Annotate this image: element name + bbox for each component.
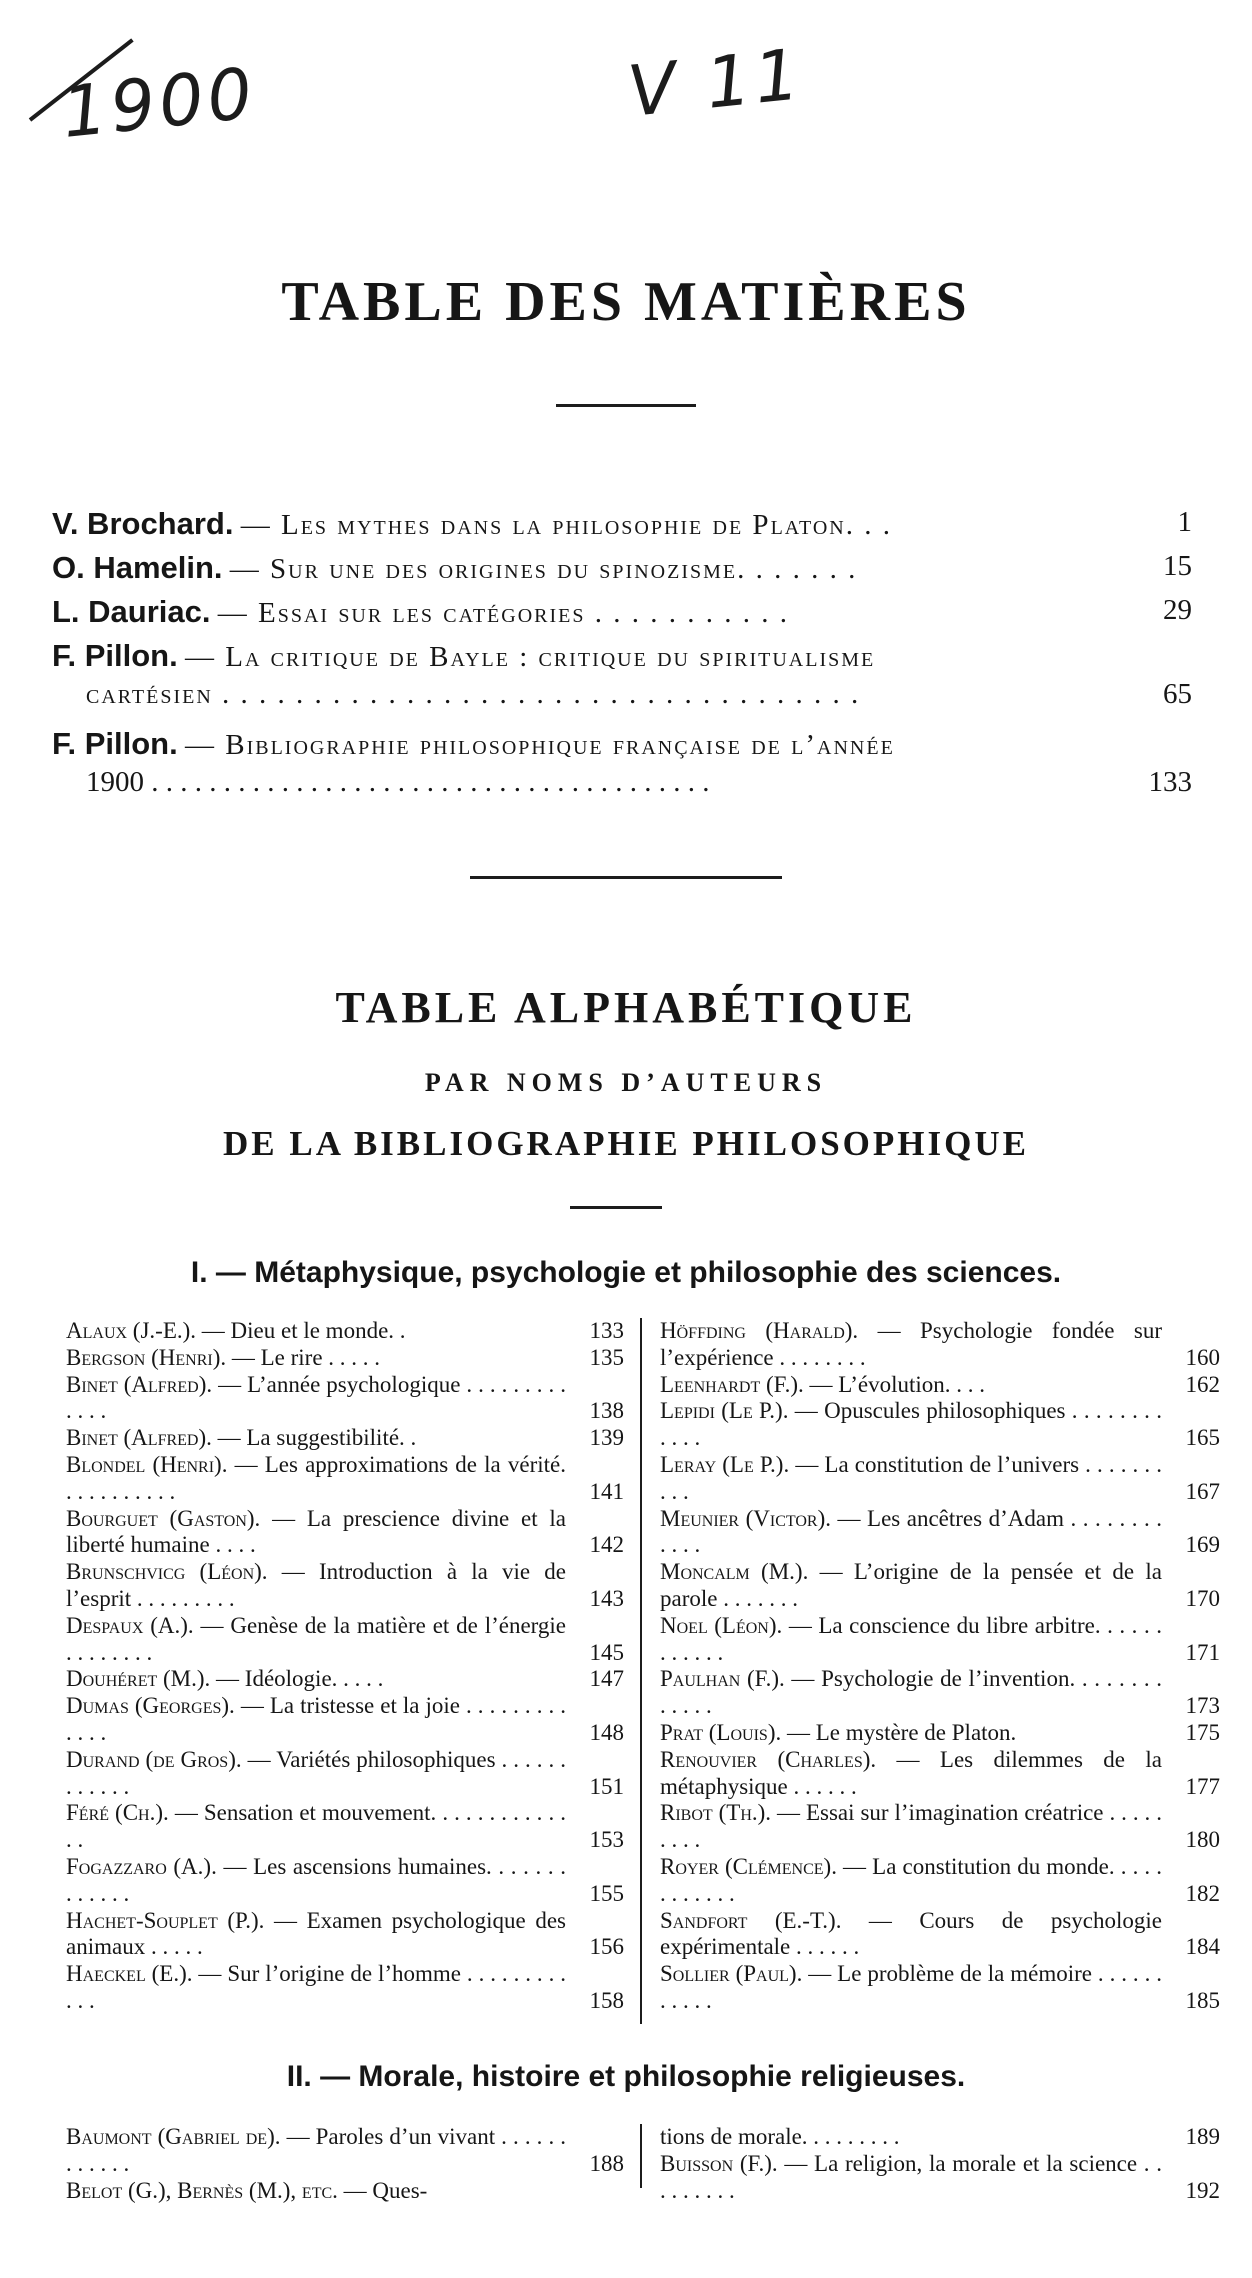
index-author: Baumont (Gabriel de). [66,2124,281,2149]
index-title: — Le rire . . . . . [231,1344,381,1370]
index-page: 151 [589,1773,624,1799]
handwritten-year: 1900 [58,52,260,154]
toc-page: 29 [1163,594,1192,626]
index-author: Moncalm (M.). [660,1559,809,1585]
index-page: 160 [1185,1344,1220,1370]
index-entry [660,1908,1220,1962]
alpha-title: TABLE ALPHABÉTIQUE [335,983,917,1032]
toc-entry-title: — La critique de Bayle : critique du spiritualisme [184,641,876,673]
index-page: 165 [1185,1425,1220,1451]
toc-entry [52,726,1192,766]
index-page: 189 [1185,2124,1220,2149]
index-entry [66,1854,624,1908]
index-page: 185 [1185,1987,1220,2013]
index-author: Belot (G.), Bernès (M.), etc. [66,2177,338,2203]
index-entry [660,2124,1220,2151]
index-entry [66,1452,624,1506]
handwritten-volume: V 11 [624,33,808,133]
index-title: — La conscience du libre arbitre. . . . . . . . . . . . [660,1612,1163,1665]
index-page: 139 [589,1425,624,1451]
index-title: — L’année psychologique . . . . . . . . . . . . . [66,1371,567,1424]
index-author: Dumas (Georges). [66,1693,235,1719]
toc-entry-title: — Bibliographie philosophique française de l’année [184,729,895,761]
index-entry [66,2124,624,2178]
index-title: — Examen psychologique des animaux . . . . . [66,1907,566,1960]
index-title: — Les ancêtres d’Adam . . . . . . . . . . . . [660,1505,1163,1558]
index-page: 156 [589,1934,624,1960]
index-entry [66,1666,624,1693]
toc-entry [52,550,1192,590]
index-title: — Cours de psychologie expérimentale . . . . . . [660,1907,1163,1960]
toc-title: TABLE DES MATIÈRES [281,271,971,333]
index-title: — Idéologie. . . . . [216,1666,384,1692]
index-author: Féré (Ch.). [66,1800,169,1826]
index-title: — Introduction à la vie de l’esprit . . . . . . . . . [66,1559,567,1611]
column-divider [640,2124,642,2188]
index-title: — Les ascensions humaines. . . . . . . . . . . . . [66,1853,567,1906]
index-author: Fogazzaro (A.). [66,1853,217,1879]
index-page: 192 [1185,2177,1220,2203]
index-entry [66,1747,624,1801]
index-title: — Dieu et le monde. . [201,1318,406,1343]
index-entry [660,1747,1220,1801]
index-author: Douhéret (M.). [66,1666,211,1692]
alpha-subtitle: PAR NOMS D’AUTEURS [424,1068,828,1097]
index-page: 162 [1185,1371,1220,1397]
index-title: tions de morale. . . . . . . . . [660,2124,900,2149]
toc-entry-title: — Les mythes dans la philosophie de Platon. . . [240,509,892,541]
index-title: — Les dilemmes de la métaphysique . . . . . . [660,1746,1162,1799]
index-page: 169 [1185,1532,1220,1558]
index-entry [660,1452,1220,1506]
index-entry [66,1372,624,1426]
index-column-right [660,2124,1220,2204]
index-author: Bourguet (Gaston). [66,1505,261,1531]
index-title: — Psychologie fondée sur l’expérience . . . . . . . . [660,1318,1162,1370]
index-title: — Psychologie de l’invention. . . . . . . . . . . . . [660,1666,1163,1719]
index-entry [660,1372,1220,1399]
index-column-left [66,1318,624,2015]
index-author: Paulhan (F.). [660,1666,785,1692]
toc-entry [52,506,1192,546]
divider [570,1206,662,1209]
index-author: Lepidi (Le P.). [660,1398,789,1424]
toc-entry-title: 1900 . . . . . . . . . . . . . . . . . . . . . . . . . . . . . . . . . . . . . . . [86,766,710,798]
index-author: Bergson (Henri). [66,1344,227,1370]
index-entry [66,1908,624,1962]
index-title: — Le mystère de Platon. [786,1719,1017,1745]
index-title: — Les approximations de la vérité. . . . . . . . . . . [66,1451,566,1504]
index-title: — Le problème de la mémoire . . . . . . . . . . . [660,1961,1162,2013]
toc-page: 65 [1163,678,1192,710]
index-title: — La suggestibilité. . [217,1425,417,1451]
index-author: Meunier (Victor). [660,1505,832,1531]
index-author: Buisson (F.). [660,2150,778,2176]
index-page: 188 [589,2150,624,2176]
toc-author: F. Pillon. [52,638,178,673]
index-author: Haeckel (E.). [66,1961,193,1987]
index-title: — La constitution de l’univers . . . . . . . . . . [660,1451,1162,1504]
toc-entry [52,594,1192,634]
index-title: — L’évolution. . . . [809,1371,986,1397]
index-entry [660,1613,1220,1667]
index-entry [660,1398,1220,1452]
index-page: 141 [589,1478,624,1504]
index-entry [660,1506,1220,1560]
index-title: — La constitution du monde. . . . . . . . . . . . [660,1853,1163,1906]
index-column-left [66,2124,624,2204]
index-author: Ribot (Th.). [660,1800,772,1826]
index-page: 143 [589,1585,624,1611]
index-page: 133 [589,1318,624,1343]
index-page: 173 [1185,1693,1220,1719]
toc-entry-title: — Sur une des origines du spinozisme. . . . . . . [229,553,858,585]
index-entry [660,1720,1220,1747]
index-page: 170 [1185,1585,1220,1611]
index-page: 182 [1185,1880,1220,1906]
index-title: — Paroles d’un vivant . . . . . . . . . . . . [66,2124,567,2176]
index-page: 177 [1185,1773,1220,1799]
index-entry [660,1559,1220,1613]
index-author: Royer (Clémence). [660,1853,837,1879]
index-title: — L’origine de la pensée et de la parole . . . . . . . [660,1559,1162,1611]
index-author: Brunschvicg (Léon). [66,1559,268,1585]
index-entry [66,1961,624,2015]
index-title: — Sur l’origine de l’homme . . . . . . . . . . . . [66,1961,566,2013]
toc-entry-title: — Essai sur les catégories . . . . . . . . . . . [217,597,790,629]
index-author: Alaux (J.-E.). [66,1318,197,1343]
index-title: — Opuscules philosophiques . . . . . . . . . . . . [660,1398,1162,1451]
index-entry [66,1559,624,1613]
index-author: Sollier (Paul). [660,1961,803,1987]
index-title: — Variétés philosophiques . . . . . . . . . . . . [66,1746,566,1799]
index-page: 135 [589,1344,624,1370]
index-entry [66,1693,624,1747]
index-author: Sandfort (E.-T.). [660,1907,842,1933]
index-entry [66,1613,624,1667]
index-entry [660,1854,1220,1908]
index-title: — Sensation et mouvement. . . . . . . . . . . . . . [66,1800,566,1853]
toc-page: 1 [1177,506,1192,538]
index-entry [660,1961,1220,2015]
index-entry [66,1425,624,1452]
index-author: Höffding (Harald). [660,1318,859,1343]
index-page: 175 [1185,1719,1220,1745]
index-page: 158 [589,1987,624,2013]
alpha-subtitle-2: DE LA BIBLIOGRAPHIE PHILOSOPHIQUE [223,1124,1029,1163]
index-page: 155 [589,1880,624,1906]
toc-entry [52,638,1192,678]
index-entry [66,1800,624,1854]
index-page: 153 [589,1827,624,1853]
section-heading: I. — Métaphysique, psychologie et philosophie des sciences. [190,1256,1062,1289]
divider [470,876,782,879]
index-column-right [660,1318,1220,2015]
index-title: — Ques- [343,2177,428,2203]
index-page: 184 [1185,1934,1220,1960]
index-author: Hachet-Souplet (P.). [66,1907,265,1933]
index-author: Durand (de Gros). [66,1746,242,1772]
index-entry [66,1318,624,1345]
index-author: Prat (Louis). [660,1719,782,1745]
index-author: Leray (Le P.). [660,1451,790,1477]
index-author: Despaux (A.). [66,1612,194,1638]
divider [556,404,696,407]
index-page: 147 [589,1666,624,1692]
index-entry [660,1318,1220,1372]
index-author: Blondel (Henri). [66,1451,228,1477]
section-heading: II. — Morale, histoire et philosophie religieuses. [286,2060,966,2093]
toc-entry-continuation [86,766,1192,806]
index-entry [660,2151,1220,2205]
toc-author: V. Brochard. [52,506,234,541]
index-title: — Essai sur l’imagination créatrice . . . . . . . . . [660,1800,1163,1853]
index-title: — La tristesse et la joie . . . . . . . . . . . . . [66,1693,567,1745]
index-title: — La prescience divine et la liberté humaine . . . . [66,1505,566,1558]
index-page: 142 [589,1532,624,1558]
index-entry [660,1666,1220,1720]
toc-page: 133 [1148,766,1192,798]
index-author: Noel (Léon). [660,1612,783,1638]
index-page: 180 [1185,1827,1220,1853]
index-page: 145 [589,1639,624,1665]
toc-entry-continuation [86,678,1192,718]
index-title: — La religion, la morale et la science . . . . . . . . . [660,2150,1163,2203]
index-author: Binet (Alfred). [66,1425,212,1451]
index-page: 148 [589,1719,624,1745]
index-entry [66,1506,624,1560]
index-page: 167 [1185,1478,1220,1504]
index-entry [66,1345,624,1372]
index-author: Leenhardt (F.). [660,1371,804,1397]
index-entry [660,1800,1220,1854]
index-author: Binet (Alfred). [66,1371,213,1397]
index-page: 171 [1185,1639,1220,1665]
index-author: Renouvier (Charles). [660,1746,877,1772]
toc-author: F. Pillon. [52,726,178,761]
toc-author: O. Hamelin. [52,550,223,585]
index-title: — Genèse de la matière et de l’énergie . . . . . . . . [66,1612,566,1665]
toc-page: 15 [1163,550,1192,582]
toc-entry-title: cartésien . . . . . . . . . . . . . . . . . . . . . . . . . . . . . . . . . . . [86,678,861,710]
column-divider [640,1318,642,2024]
toc-author: L. Dauriac. [52,594,211,629]
index-page: 138 [589,1398,624,1424]
index-entry [66,2178,624,2205]
